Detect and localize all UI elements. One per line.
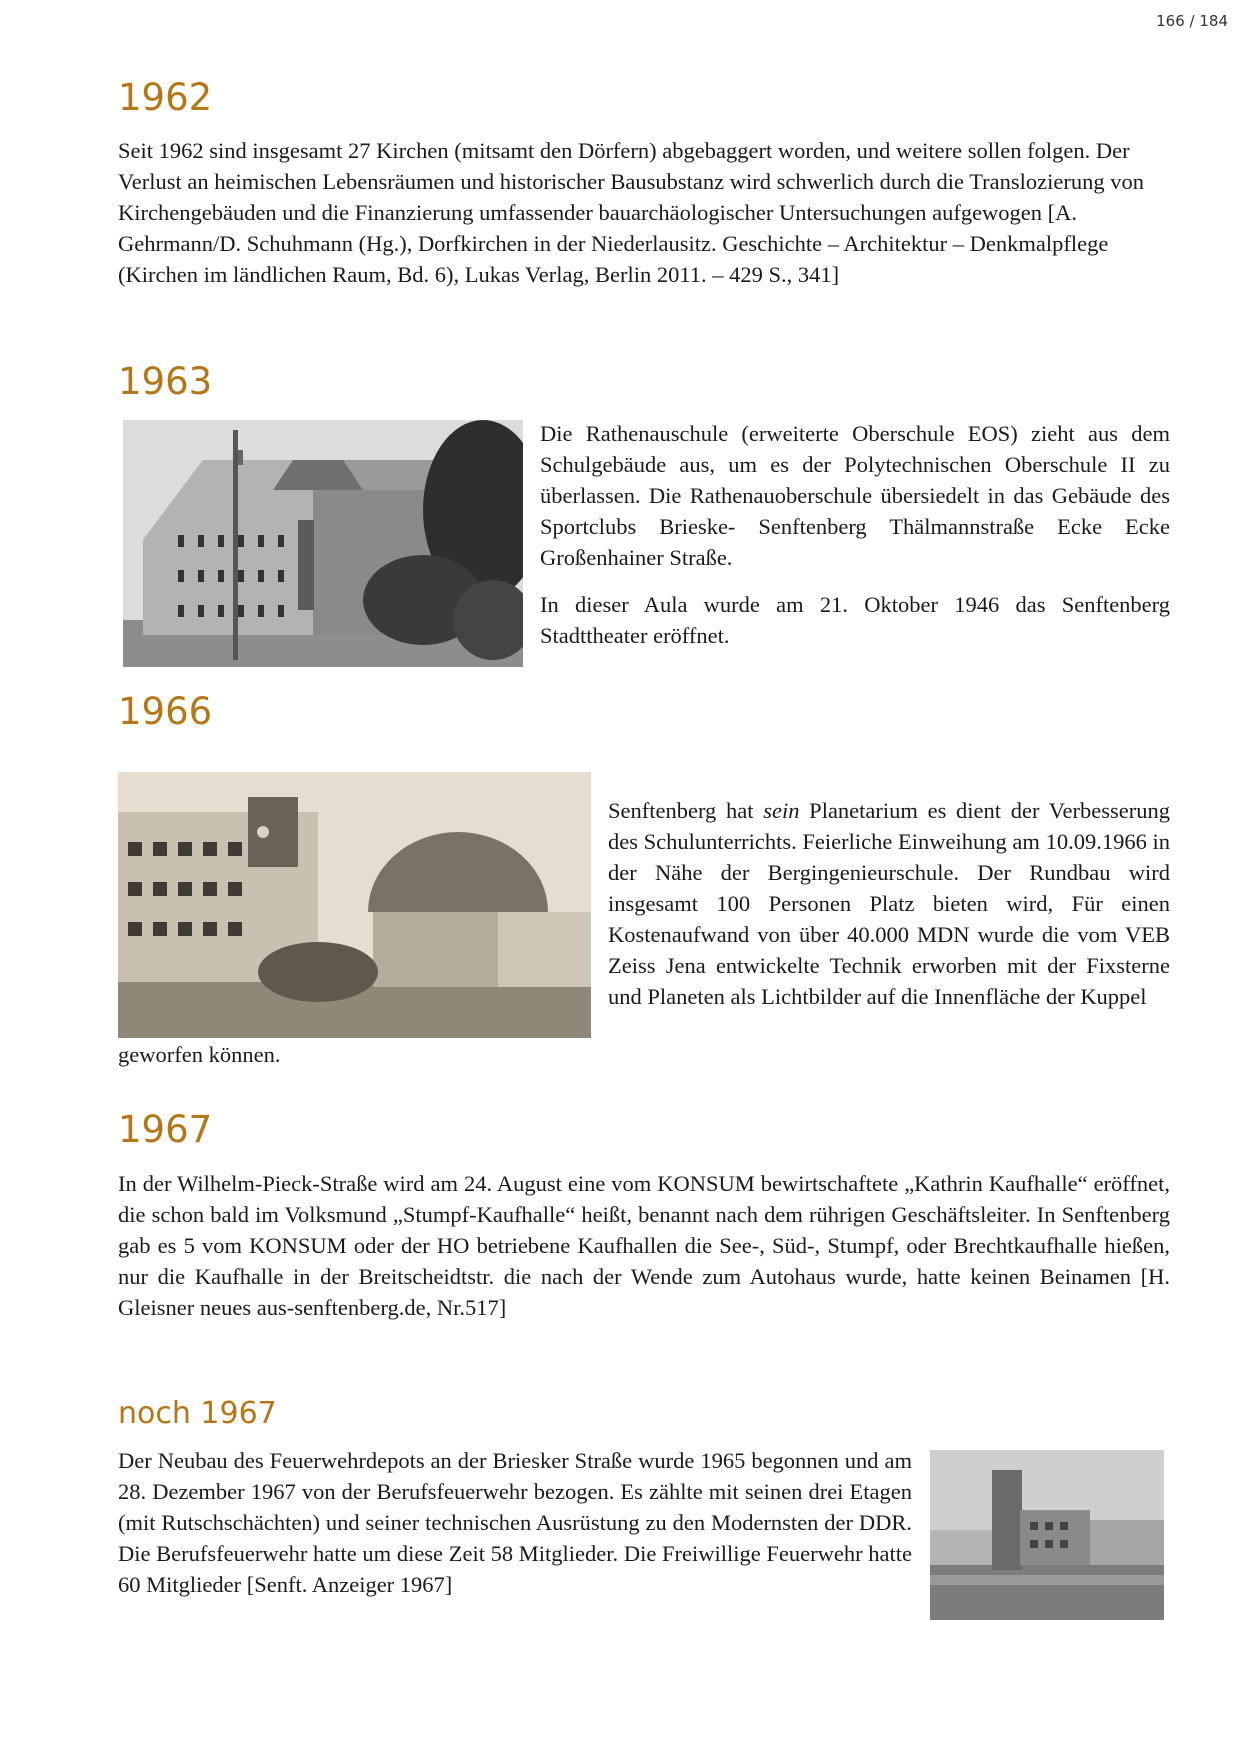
paragraph-1962: Seit 1962 sind insgesamt 27 Kirchen (mitsamt den Dörfern) abgebaggert worden, und weitere sollen folgen. Der Verlust an heimischen Lebensräumen und historischer Bausubstanz wird schwerlich durch die Translozierung von Kirchengebäuden und die Finanzierung umfassender bauarchäologischer Untersuchungen aufgewogen [A. Gehrmann/D. Schuhmann (Hg.), Dorfkirchen in der Niederlausitz. Geschichte – Architektur – Denkmalpflege (Kirchen im ländlichen Raum, Bd. 6), Lukas Verlag, Berlin 2011. – 429 S., 341] bbox=[118, 138, 1145, 287]
paragraph-1966-before: Senftenberg hat bbox=[608, 798, 764, 823]
heading-1963: 1963 bbox=[118, 360, 213, 403]
paragraph-1963-a: Die Rathenauschule (erweiterte Oberschule EOS) zieht aus dem Schulgebäude aus, um es der Polytechnischen Oberschule II zu überlassen. Die Rathenauoberschule übersiedelt in das Gebäude des Sportclubs Brieske- Senftenberg Thälmannstraße Ecke Ecke Großenhainer Straße. bbox=[540, 421, 1170, 570]
heading-1966: 1966 bbox=[118, 690, 213, 733]
paragraph-1967: In der Wilhelm-Pieck-Straße wird am 24. August eine vom KONSUM bewirtschaftete „Kathrin Kaufhalle“ eröffnet, die schon bald im Volksmund „Stumpf-Kaufhalle“ heißt, benannt nach dem rührigen Geschäftsleiter. In Senftenberg gab es 5 vom KONSUM oder der HO betriebene Kaufhallen die See-, Süd-, Stumpf, oder Brechtkaufhalle hießen, nur die Kaufhalle in der Breitscheidtstr. die nach der Wende zum Autohaus wurde, hatte keinen Beinamen [H. Gleisner neues aus-senftenberg.de, Nr.517] bbox=[118, 1171, 1170, 1320]
planetarium-photo bbox=[118, 772, 591, 1038]
paragraph-1966-after: Planetarium es dient der Verbesserung des Schulunterrichts. Feierliche Einweihung am 10.09.1966 in der Nähe der Bergingenieurschule. Der Rundbau wird insgesamt 100 Personen Platz bieten wird, Für einen Kostenaufwand von über 40.000 MDN wurde die vom VEB Zeiss Jena entwickelte Technik erworben mit der Fixsterne und Planeten als Lichtbilder auf die Innenfläche der Kuppel bbox=[608, 798, 1170, 1009]
paragraph-1966 bbox=[608, 795, 1170, 1012]
paragraph-1966-italic: sein bbox=[763, 798, 800, 823]
paragraph-noch-1967: Der Neubau des Feuerwehrdepots an der Briesker Straße wurde 1965 begonnen und am 28. Dezember 1967 von der Berufsfeuerwehr bezogen. Es zählte mit seinen drei Etagen (mit Rutschschächten) und seiner technischen Ausrüstung zu den Modernsten der DDR. Die Berufsfeuerwehr hatte um diese Zeit 58 Mitglieder. Die Freiwillige Feuerwehr hatte 60 Mitglieder [Senft. Anzeiger 1967] bbox=[118, 1448, 912, 1597]
page-number: 166 / 184 bbox=[1156, 12, 1228, 30]
school-building-photo bbox=[123, 420, 523, 667]
heading-noch-1967: noch 1967 bbox=[118, 1396, 277, 1431]
paragraph-1963-b: In dieser Aula wurde am 21. Oktober 1946 das Senftenberg Stadttheater eröffnet. bbox=[540, 592, 1170, 648]
heading-1967: 1967 bbox=[118, 1108, 213, 1151]
fire-station-photo bbox=[930, 1450, 1164, 1620]
paragraph-1966-tail: geworfen können. bbox=[118, 1042, 281, 1067]
heading-1962: 1962 bbox=[118, 76, 213, 119]
